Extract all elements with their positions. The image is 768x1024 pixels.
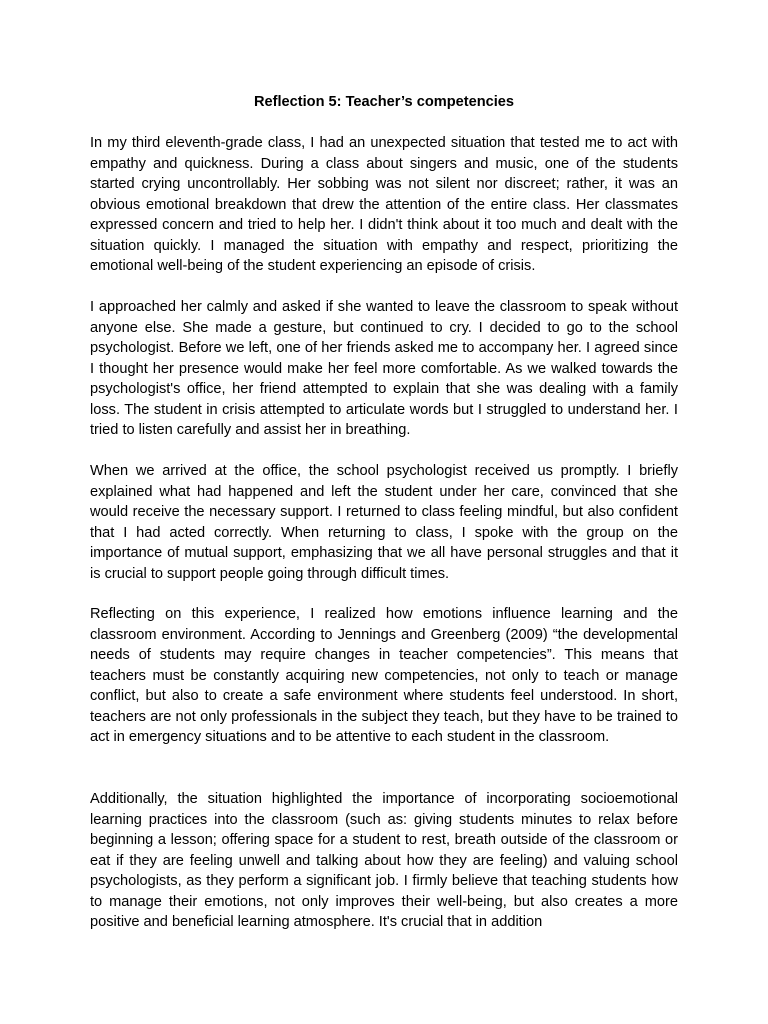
document-title: Reflection 5: Teacher’s competencies — [253, 94, 515, 110]
paragraph-4: Reflecting on this experience, I realized how emotions influence learning and the classroom environment. According to Jennings and Greenberg (2009) “the developmental needs of students may require changes in teacher competencies”. This means that teachers must be constantly acquiring new competencies, not only to teach or manage conflict, but also to create a safe environment where students feel understood. In short, teachers are not only professionals in the subject they teach, but they have to be trained to act in emergency situations and to be attentive to each student in the classroom. — [90, 606, 678, 745]
paragraph-5: Additionally, the situation highlighted the importance of incorporating socioemotional learning practices into the classroom (such as: giving students minutes to relax before beginning a lesson; offering space for a student to rest, breath outside of the classroom or eat if they are feeling unwell and talking about how they are feeling) and valuing school psychologists, as they perform a significant job. I firmly believe that teaching students how to manage their emotions, not only improves their well-being, but also creates a more positive and beneficial learning atmosphere. It's crucial that in addition — [90, 791, 678, 930]
paragraph-3: When we arrived at the office, the school psychologist received us promptly. I briefly explained what had happened and left the student under her care, convinced that she would receive the necessary support. I returned to class feeling mindful, but also confident that I had acted correctly. When returning to class, I spoke with the group on the importance of mutual support, emphasizing that we all have personal struggles and that it is crucial to support people going through difficult times. — [90, 463, 678, 582]
paragraph-2: I approached her calmly and asked if she wanted to leave the classroom to speak without anyone else. She made a gesture, but continued to cry. I decided to go to the school psychologist. Before we left, one of her friends asked me to accompany her. I agreed since I thought her presence would make her feel more comfortable. As we walked towards the psychologist's office, her friend attempted to explain that she was dealing with a family loss. The student in crisis attempted to articulate words but I struggled to understand her. I tried to listen carefully and assist her in breathing. — [90, 299, 678, 438]
paragraph-1: In my third eleventh-grade class, I had an unexpected situation that tested me to act with empathy and quickness. During a class about singers and music, one of the students started crying uncontrollably. Her sobbing was not silent nor discreet; rather, it was an obvious emotional breakdown that drew the attention of the entire class. Her classmates expressed concern and tried to help her. I didn't think about it too much and dealt with the situation quickly. I managed the situation with empathy and respect, prioritizing the emotional well-being of the student experiencing an episode of crisis. — [90, 135, 678, 274]
paragraph-5-container — [90, 789, 678, 935]
